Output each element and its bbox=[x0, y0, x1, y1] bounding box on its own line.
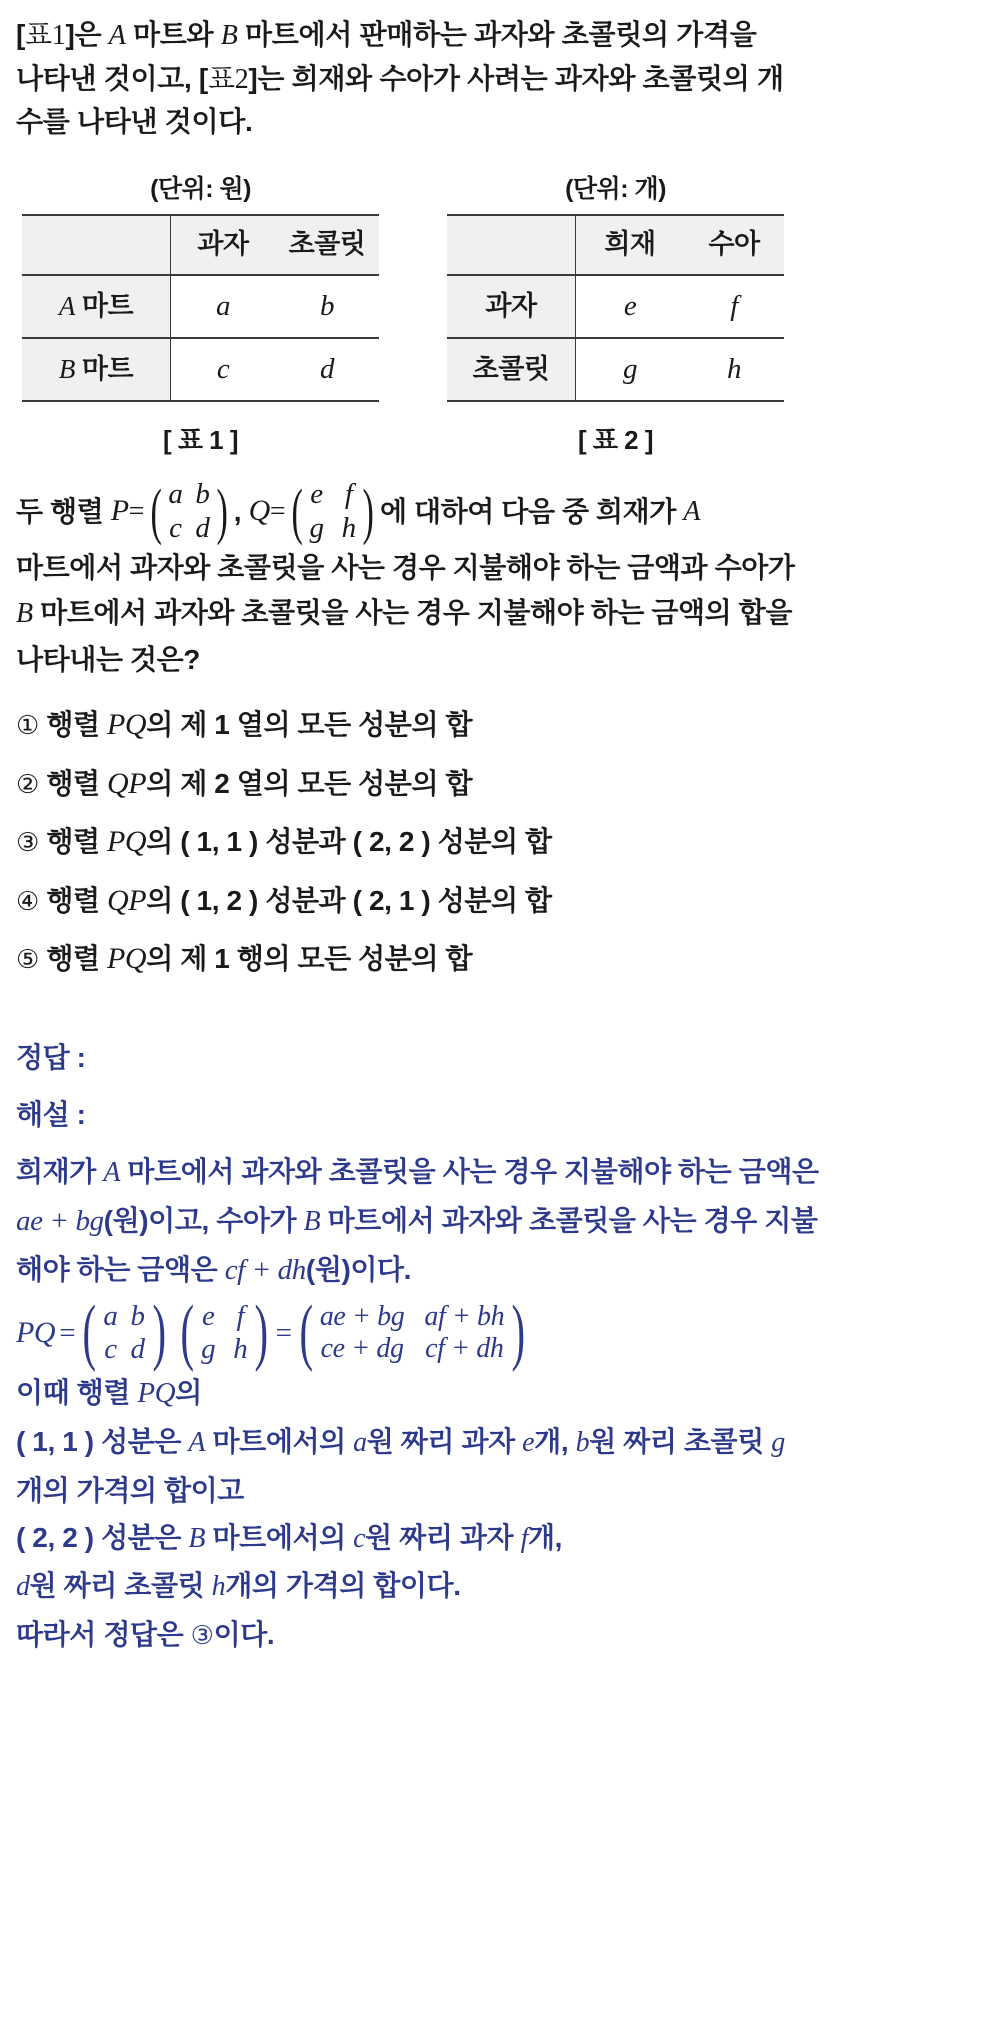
choice-matrix: PQ bbox=[107, 708, 147, 742]
pq-result-22: cf + dh bbox=[425, 1333, 504, 1365]
paren-close: ) bbox=[152, 1291, 166, 1374]
sol5-var1: A bbox=[188, 1427, 206, 1459]
table2-header-heejae: 희재 bbox=[576, 215, 685, 275]
pq-result-12: af + bh bbox=[424, 1300, 505, 1332]
matrix-p-22: d bbox=[195, 511, 210, 544]
q-equals: = bbox=[269, 496, 286, 528]
table2-row-label-snack: 과자 bbox=[447, 275, 576, 338]
paren-close: ) bbox=[254, 1291, 269, 1374]
intro-line-1 bbox=[16, 14, 977, 58]
sol5-text-b: 마트에서의 bbox=[205, 1426, 354, 1458]
question-line3-var: B bbox=[16, 598, 33, 630]
choice-number: ⑤ bbox=[16, 945, 39, 976]
sol2-var: B bbox=[303, 1205, 321, 1237]
sol5-var4: b bbox=[575, 1427, 590, 1459]
intro-bracket-open: [ bbox=[16, 19, 26, 50]
sol7-text-b: 마트에서의 bbox=[205, 1522, 354, 1554]
table2-header-sua: 수아 bbox=[684, 215, 784, 275]
solution-line-7 bbox=[16, 1515, 977, 1561]
table1-cell-d: d bbox=[275, 338, 379, 401]
question-line-3 bbox=[16, 590, 977, 636]
solution-line-3 bbox=[16, 1247, 977, 1294]
sol8-var1: d bbox=[16, 1571, 30, 1603]
question-line3-text: 마트에서 과자와 초콜릿을 사는 경우 지불해야 하는 금액의 합을 bbox=[32, 597, 792, 629]
pq-p-11: a bbox=[103, 1299, 118, 1332]
question-line-4: 나타내는 것은? bbox=[16, 643, 200, 675]
sol5-text-e: 원 짜리 초콜릿 bbox=[589, 1426, 772, 1458]
table1-unit: (단위: 원) bbox=[150, 174, 251, 203]
table-row bbox=[22, 215, 379, 275]
sol5-var5: g bbox=[771, 1427, 785, 1459]
pq-q-21: g bbox=[201, 1333, 216, 1366]
sol5-var3: e bbox=[522, 1427, 535, 1459]
intro-text-5: ]는 희재와 수아가 사려는 과자와 초콜릿의 개 bbox=[248, 62, 784, 94]
choice-pre: 행렬 bbox=[46, 826, 107, 858]
pq-matrix-p bbox=[77, 1291, 171, 1374]
paren-open: ( bbox=[180, 1291, 194, 1374]
matrix-q-22: h bbox=[341, 511, 356, 544]
sol7-text-c: 원 짜리 과자 bbox=[365, 1522, 521, 1554]
question-tail-1: 에 대하여 다음 중 희재가 bbox=[379, 496, 676, 528]
paren-close: ) bbox=[216, 477, 228, 546]
b-mart-text: 마트 bbox=[74, 353, 134, 384]
paren-open: ( bbox=[150, 477, 162, 546]
matrix-q-21: g bbox=[309, 511, 324, 544]
table2-row-label-chocolate: 초콜릿 bbox=[447, 338, 576, 401]
solution-line-8 bbox=[16, 1563, 977, 1609]
table2-cell-e: e bbox=[576, 275, 685, 338]
pq-equals-1: = bbox=[59, 1316, 76, 1349]
pq-result-21: ce + dg bbox=[320, 1333, 404, 1365]
pq-q-11: e bbox=[201, 1299, 215, 1332]
sol7-var2: c bbox=[353, 1523, 366, 1555]
paren-open: ( bbox=[82, 1291, 96, 1374]
choice-pre: 행렬 bbox=[46, 884, 107, 916]
matrix-p-12: b bbox=[195, 478, 210, 511]
table2-corner bbox=[447, 215, 576, 275]
solution-line-6: 개의 가격의 합이고 bbox=[16, 1474, 244, 1506]
question-comma: , bbox=[233, 496, 242, 528]
choice-pre: 행렬 bbox=[46, 943, 107, 975]
paren-open: ( bbox=[291, 477, 303, 546]
sol4-text-b: 의 bbox=[175, 1377, 202, 1409]
sol5-text-c: 원 짜리 과자 bbox=[366, 1426, 523, 1458]
choice-number: ② bbox=[16, 769, 39, 800]
choice-post: 의 제 1 열의 모든 성분의 합 bbox=[146, 709, 473, 741]
tables-container bbox=[16, 170, 977, 461]
table1-cell-b: b bbox=[275, 275, 379, 338]
pq-p-12: b bbox=[130, 1299, 145, 1332]
choice-post: 의 ( 1, 1 ) 성분과 ( 2, 2 ) 성분의 합 bbox=[146, 826, 552, 858]
pq-equation bbox=[16, 1291, 977, 1374]
table2-caption: [ 표 2 ] bbox=[577, 425, 654, 456]
choice-1[interactable] bbox=[16, 696, 977, 755]
solution-line-1 bbox=[16, 1149, 977, 1195]
choice-pre: 행렬 bbox=[46, 767, 107, 799]
sol5-var2: a bbox=[353, 1427, 367, 1459]
paren-close: ) bbox=[511, 1291, 526, 1374]
pq-matrix-q bbox=[175, 1291, 274, 1374]
a-mart-text: 마트 bbox=[74, 290, 134, 321]
sol7-text-a: ( 2, 2 ) 성분은 bbox=[16, 1522, 189, 1554]
choice-list bbox=[16, 696, 977, 989]
choice-5[interactable] bbox=[16, 930, 977, 989]
question-line-2: 마트에서 과자와 초콜릿을 사는 경우 지불해야 하는 금액과 수아가 bbox=[16, 552, 795, 584]
choice-pre: 행렬 bbox=[46, 709, 107, 741]
sol3-text-a: 해야 하는 금액은 bbox=[16, 1253, 225, 1285]
question-lead: 두 행렬 bbox=[16, 496, 104, 528]
table-row bbox=[22, 275, 379, 338]
matrix-p-label: P bbox=[110, 494, 129, 528]
choice-number: ③ bbox=[16, 828, 39, 859]
pq-result-grid bbox=[318, 1301, 506, 1365]
question-tail-var: A bbox=[683, 496, 701, 528]
pq-label: PQ bbox=[16, 1315, 56, 1349]
sol5-text-a: ( 1, 1 ) 성분은 bbox=[16, 1426, 189, 1458]
sol1-var: A bbox=[103, 1157, 121, 1189]
table2-cell-h: h bbox=[684, 338, 784, 401]
question-line-1 bbox=[16, 478, 977, 545]
pq-result-11: ae + bg bbox=[319, 1300, 405, 1332]
sol4-matrix: PQ bbox=[137, 1377, 176, 1410]
intro-line-2 bbox=[16, 58, 977, 102]
table2-block bbox=[447, 170, 784, 461]
matrix-q-grid bbox=[307, 478, 357, 545]
a-mart-var-1: A bbox=[108, 20, 126, 51]
intro-text-3: 마트에서 판매하는 과자와 초콜릿의 가격을 bbox=[237, 19, 757, 50]
table-row bbox=[22, 338, 379, 401]
sol2-expr: ae + bg bbox=[16, 1204, 104, 1237]
table2-tag: 표2 bbox=[207, 63, 249, 95]
table-row bbox=[447, 215, 784, 275]
choice-number: ④ bbox=[16, 886, 39, 917]
pq-matrix-result bbox=[294, 1291, 531, 1374]
pq-matrix-p-grid bbox=[101, 1300, 146, 1367]
intro-text-4: 나타낸 것이고, [ bbox=[16, 62, 208, 94]
solution-line-9 bbox=[16, 1612, 977, 1657]
matrix-q-12: f bbox=[344, 478, 353, 511]
sol9-answer-number: ③ bbox=[190, 1620, 214, 1651]
matrix-p-21: c bbox=[169, 511, 182, 544]
solution-line-5 bbox=[16, 1419, 977, 1465]
table1-block bbox=[22, 170, 379, 461]
pq-q-12: f bbox=[236, 1299, 245, 1332]
sol7-var1: B bbox=[188, 1523, 206, 1555]
matrix-p-11: a bbox=[168, 478, 183, 511]
sol1-text-b: 마트에서 과자와 초콜릿을 사는 경우 지불해야 하는 금액은 bbox=[120, 1156, 819, 1188]
table1-cell-a: a bbox=[171, 275, 276, 338]
answer-section bbox=[16, 1035, 977, 1657]
table1 bbox=[22, 214, 379, 402]
a-mart-var: A bbox=[58, 290, 75, 321]
table1-cell-c: c bbox=[171, 338, 276, 401]
sol9-text-a: 따라서 정답은 bbox=[16, 1618, 191, 1650]
sol8-text-b: 개의 가격의 합이다. bbox=[225, 1570, 461, 1602]
question-body bbox=[16, 478, 977, 682]
matrix-q-11: e bbox=[310, 478, 323, 511]
solution-line-2 bbox=[16, 1198, 977, 1245]
choice-post: 의 제 2 열의 모든 성분의 합 bbox=[146, 767, 473, 799]
table1-row-label-a bbox=[22, 275, 171, 338]
matrix-p bbox=[146, 478, 232, 545]
pq-p-22: d bbox=[130, 1333, 145, 1366]
table1-caption: [ 표 1 ] bbox=[162, 425, 239, 456]
sol3-text-b: (원)이다. bbox=[305, 1253, 412, 1285]
choice-3[interactable] bbox=[16, 813, 977, 872]
table1-tag: 표1 bbox=[25, 20, 66, 51]
choice-matrix: QP bbox=[107, 766, 147, 800]
choice-matrix: PQ bbox=[107, 825, 147, 859]
choice-post: 의 ( 1, 2 ) 성분과 ( 2, 1 ) 성분의 합 bbox=[146, 884, 552, 916]
sol2-text-b: 마트에서 과자와 초콜릿을 사는 경우 지불 bbox=[320, 1204, 818, 1236]
sol9-text-b: 이다. bbox=[213, 1618, 275, 1650]
table2-unit: (단위: 개) bbox=[565, 174, 666, 203]
table2 bbox=[447, 214, 784, 402]
sol3-expr: cf + dh bbox=[224, 1253, 306, 1286]
choice-number: ① bbox=[16, 711, 39, 742]
choice-2[interactable] bbox=[16, 755, 977, 814]
intro-text-2: 마트와 bbox=[125, 19, 221, 50]
pq-q-22: h bbox=[233, 1333, 248, 1366]
answer-label: 정답 : bbox=[16, 1041, 86, 1073]
paren-open: ( bbox=[299, 1291, 313, 1374]
table2-cell-g: g bbox=[576, 338, 685, 401]
b-mart-var-1: B bbox=[220, 20, 238, 51]
sol5-text-d: 개, bbox=[534, 1426, 576, 1458]
table1-header-chocolate: 초콜릿 bbox=[275, 215, 379, 275]
sol8-var2: h bbox=[211, 1571, 226, 1603]
matrix-q-label: Q bbox=[248, 494, 270, 528]
solution-label: 해설 : bbox=[16, 1099, 86, 1131]
table1-row-label-b bbox=[22, 338, 171, 401]
pq-equals-2: = bbox=[275, 1316, 292, 1349]
matrix-q bbox=[287, 478, 378, 545]
table1-corner bbox=[22, 215, 171, 275]
sol7-var3: f bbox=[520, 1523, 528, 1555]
sol1-text-a: 희재가 bbox=[16, 1156, 104, 1188]
choice-matrix: PQ bbox=[107, 942, 147, 976]
sol8-text-a: 원 짜리 초콜릿 bbox=[29, 1570, 212, 1602]
intro-text-1: ]은 bbox=[65, 19, 109, 50]
b-mart-var: B bbox=[58, 353, 75, 384]
choice-4[interactable] bbox=[16, 872, 977, 931]
pq-matrix-q-grid bbox=[199, 1300, 249, 1367]
sol7-text-d: 개, bbox=[527, 1522, 562, 1554]
intro-line-3: 수를 나타낸 것이다. bbox=[16, 106, 253, 138]
pq-p-21: c bbox=[104, 1333, 117, 1366]
paren-close: ) bbox=[362, 477, 374, 546]
solution-line-4 bbox=[16, 1370, 977, 1417]
table2-cell-f: f bbox=[684, 275, 784, 338]
table1-header-snack: 과자 bbox=[171, 215, 276, 275]
p-equals: = bbox=[128, 496, 145, 528]
sol2-text-a: (원)이고, 수아가 bbox=[103, 1204, 304, 1236]
intro-paragraph bbox=[16, 14, 977, 144]
choice-post: 의 제 1 행의 모든 성분의 합 bbox=[146, 943, 473, 975]
table-row bbox=[447, 275, 784, 338]
sol4-text-a: 이때 행렬 bbox=[16, 1377, 138, 1409]
choice-matrix: QP bbox=[107, 883, 147, 917]
table-row bbox=[447, 338, 784, 401]
matrix-p-grid bbox=[166, 478, 211, 545]
